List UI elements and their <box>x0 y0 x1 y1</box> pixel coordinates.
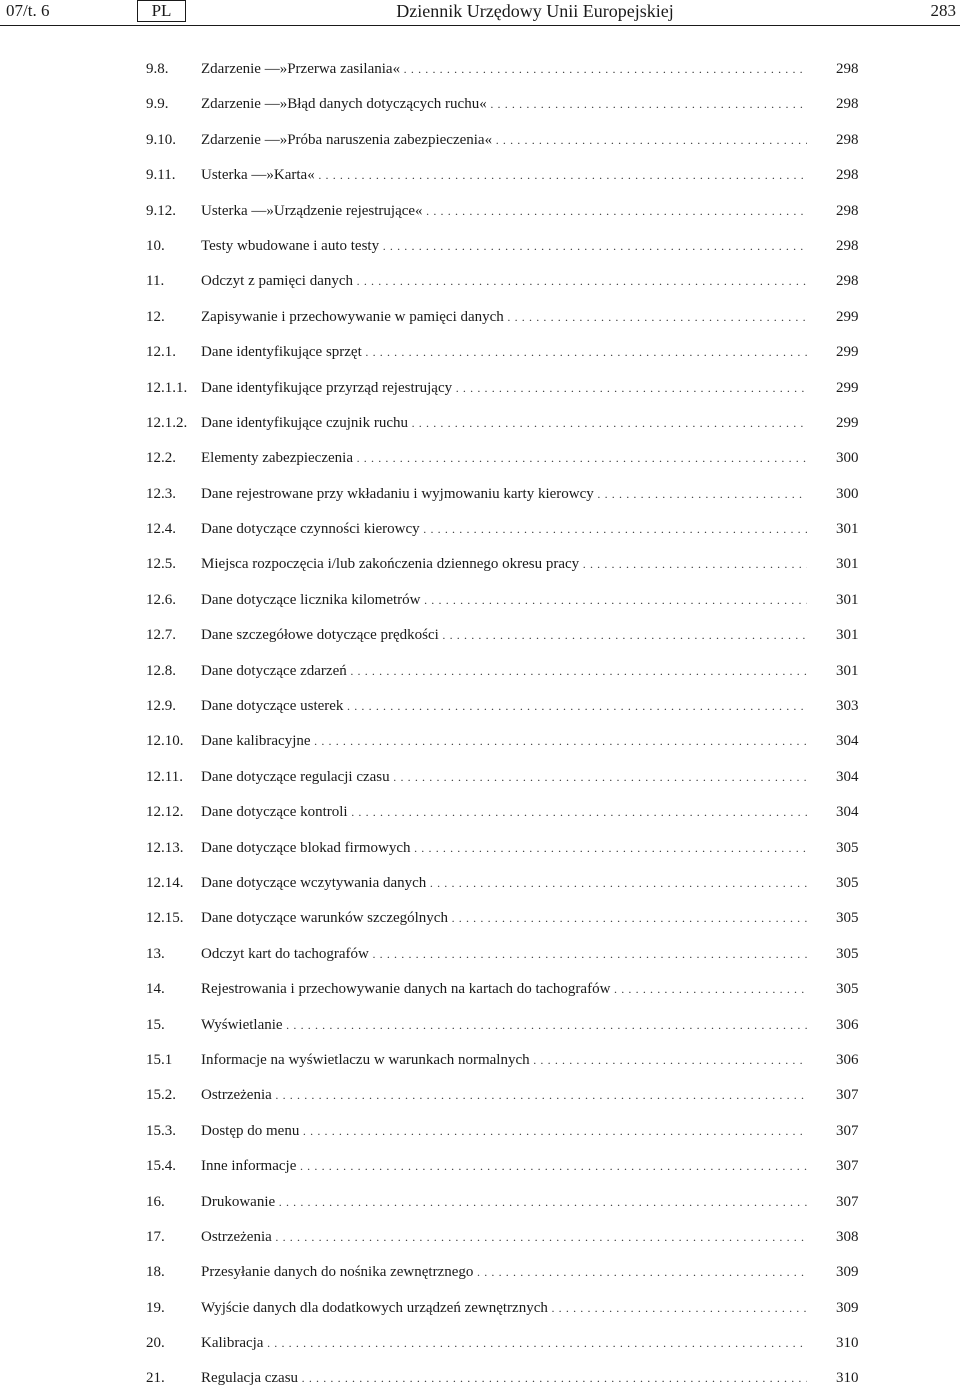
toc-entry-number: 13. <box>146 945 165 962</box>
toc-entry-title: Dane dotyczące licznika kilometrów . . . <box>201 583 807 618</box>
toc-entry <box>0 264 960 299</box>
toc-entry-page: 310 <box>836 1335 859 1352</box>
toc-entry-title: Zapisywanie i przechowywanie w pamięci danych . . . <box>201 300 807 335</box>
toc-entry-page: 305 <box>836 981 859 998</box>
toc-entry <box>0 547 960 582</box>
toc-entry-number: 16. <box>146 1193 165 1210</box>
toc-entry-page: 301 <box>836 521 859 538</box>
toc-entry-title: Dane dotyczące zdarzeń . . . <box>201 654 807 689</box>
toc-entry-title: Odczyt kart do tachografów . . . <box>201 937 807 972</box>
page-header <box>0 0 960 28</box>
toc-entry <box>0 760 960 795</box>
toc-entry <box>0 1291 960 1326</box>
toc-entry-page: 308 <box>836 1228 859 1245</box>
toc-entry <box>0 1114 960 1149</box>
toc-entry <box>0 1255 960 1290</box>
toc-entry <box>0 512 960 547</box>
toc-entry <box>0 937 960 972</box>
toc-entry-number: 12. <box>146 308 165 325</box>
language-badge: PL <box>137 0 186 22</box>
toc-entry-number: 9.12. <box>146 202 176 219</box>
toc-entry-page: 304 <box>836 804 859 821</box>
toc-entry-page: 300 <box>836 450 859 467</box>
toc-entry <box>0 123 960 158</box>
toc-entry <box>0 1149 960 1184</box>
toc-entry-title: Dane dotyczące usterek . . . <box>201 689 807 724</box>
journal-title: Dziennik Urzędowy Unii Europejskiej <box>396 1 674 21</box>
toc-entry-title: Zdarzenie —»Próba naruszenia zabezpieczenia« . . . <box>201 123 807 158</box>
toc-entry-page: 299 <box>836 414 859 431</box>
toc-entry-page: 301 <box>836 627 859 644</box>
toc-entry <box>0 654 960 689</box>
toc-entry-page: 305 <box>836 874 859 891</box>
toc-entry-title: Przesyłanie danych do nośnika zewnętrznego . . . <box>201 1255 807 1290</box>
toc-entry-title: Usterka —»Urządzenie rejestrujące« . . . <box>201 194 807 229</box>
toc-entry-page: 300 <box>836 485 859 502</box>
toc-entry-number: 15.4. <box>146 1158 176 1175</box>
toc-entry-title: Dane szczegółowe dotyczące prędkości . . . <box>201 618 807 653</box>
toc-entry-title: Dane dotyczące regulacji czasu . . . <box>201 760 807 795</box>
toc-entry-page: 303 <box>836 698 859 715</box>
toc-entry-page: 307 <box>836 1193 859 1210</box>
toc-entry-number: 12.7. <box>146 627 176 644</box>
toc-entry-page: 301 <box>836 591 859 608</box>
toc-entry-title: Dane dotyczące blokad firmowych . . . <box>201 831 807 866</box>
toc-entry-title: Wyświetlanie . . . <box>201 1008 807 1043</box>
toc-entry <box>0 689 960 724</box>
toc-entry-title: Inne informacje . . . <box>201 1149 807 1184</box>
toc-entry-title: Zdarzenie —»Przerwa zasilania« . . . <box>201 52 807 87</box>
toc-entry-page: 298 <box>836 96 859 113</box>
table-of-contents <box>0 52 960 1397</box>
toc-entry <box>0 831 960 866</box>
toc-entry-number: 18. <box>146 1264 165 1281</box>
toc-entry-number: 12.3. <box>146 485 176 502</box>
toc-entry-title: Dane kalibracyjne . . . <box>201 724 807 759</box>
toc-entry-title: Odczyt z pamięci danych . . . <box>201 264 807 299</box>
toc-entry <box>0 1185 960 1220</box>
toc-entry-page: 307 <box>836 1122 859 1139</box>
toc-entry-number: 9.11. <box>146 167 176 184</box>
toc-entry-number: 12.13. <box>146 839 184 856</box>
toc-entry-page: 309 <box>836 1299 859 1316</box>
toc-entry-title: Dane dotyczące kontroli . . . <box>201 795 807 830</box>
toc-entry-page: 310 <box>836 1370 859 1387</box>
toc-entry-page: 299 <box>836 308 859 325</box>
toc-entry-title: Rejestrowania i przechowywanie danych na kartach do tachografów . . . <box>201 972 807 1007</box>
toc-entry-page: 299 <box>836 344 859 361</box>
toc-entry-title: Dane identyfikujące przyrząd rejestrujący . . . <box>201 371 807 406</box>
page-number: 283 <box>930 1 956 20</box>
toc-entry-number: 17. <box>146 1228 165 1245</box>
toc-entry <box>0 194 960 229</box>
toc-entry <box>0 52 960 87</box>
toc-entry-number: 12.1. <box>146 344 176 361</box>
toc-entry-number: 20. <box>146 1335 165 1352</box>
toc-entry-number: 12.12. <box>146 804 184 821</box>
toc-entry-number: 11. <box>146 273 165 290</box>
toc-entry-number: 12.10. <box>146 733 184 750</box>
toc-entry-number: 12.1.1. <box>146 379 188 396</box>
toc-entry <box>0 1220 960 1255</box>
toc-entry-number: 12.6. <box>146 591 176 608</box>
header-divider <box>0 25 960 26</box>
toc-entry-title: Dane dotyczące wczytywania danych . . . <box>201 866 807 901</box>
toc-entry-number: 15.3. <box>146 1122 176 1139</box>
toc-entry <box>0 724 960 759</box>
toc-entry <box>0 1361 960 1396</box>
toc-entry-number: 12.2. <box>146 450 176 467</box>
toc-entry <box>0 866 960 901</box>
toc-entry-page: 299 <box>836 379 859 396</box>
toc-entry <box>0 901 960 936</box>
toc-entry-page: 307 <box>836 1087 859 1104</box>
toc-entry-title: Dane dotyczące czynności kierowcy . . . <box>201 512 807 547</box>
toc-entry-number: 15.2. <box>146 1087 176 1104</box>
toc-entry-number: 10. <box>146 237 165 254</box>
toc-entry-number: 12.14. <box>146 874 184 891</box>
toc-entry-title: Elementy zabezpieczenia . . . <box>201 441 807 476</box>
toc-entry-page: 306 <box>836 1016 859 1033</box>
toc-entry-title: Ostrzeżenia . . . <box>201 1078 807 1113</box>
toc-entry <box>0 618 960 653</box>
toc-entry-page: 304 <box>836 733 859 750</box>
toc-entry-title: Dostęp do menu . . . <box>201 1114 807 1149</box>
toc-entry-page: 298 <box>836 61 859 77</box>
toc-entry-page: 298 <box>836 237 859 254</box>
toc-entry-page: 301 <box>836 662 859 679</box>
toc-entry-number: 15. <box>146 1016 165 1033</box>
toc-entry <box>0 335 960 370</box>
toc-entry <box>0 229 960 264</box>
toc-entry-page: 305 <box>836 945 859 962</box>
toc-entry <box>0 583 960 618</box>
toc-entry-number: 15.1 <box>146 1051 173 1068</box>
toc-entry-title: Testy wbudowane i auto testy . . . <box>201 229 807 264</box>
toc-entry-page: 309 <box>836 1264 859 1281</box>
toc-entry-title: Dane identyfikujące sprzęt . . . <box>201 335 807 370</box>
toc-entry-title: Regulacja czasu . . . <box>201 1361 807 1396</box>
toc-entry <box>0 1078 960 1113</box>
toc-entry-number: 19. <box>146 1299 165 1316</box>
toc-entry-number: 12.8. <box>146 662 176 679</box>
toc-entry-page: 305 <box>836 910 859 927</box>
toc-entry <box>0 795 960 830</box>
toc-entry-title: Miejsca rozpoczęcia i/lub zakończenia dziennego okresu pracy . . . <box>201 547 807 582</box>
toc-entry-title: Informacje na wyświetlaczu w warunkach normalnych . . . <box>201 1043 807 1078</box>
toc-entry-number: 21. <box>146 1370 165 1387</box>
toc-entry <box>0 477 960 512</box>
toc-entry-number: 12.11. <box>146 768 183 785</box>
toc-entry-page: 298 <box>836 167 859 184</box>
toc-entry <box>0 158 960 193</box>
toc-entry <box>0 441 960 476</box>
toc-entry-number: 9.8. <box>146 61 169 77</box>
toc-entry-page: 307 <box>836 1158 859 1175</box>
toc-entry-page: 298 <box>836 202 859 219</box>
toc-entry <box>0 371 960 406</box>
toc-entry-page: 301 <box>836 556 859 573</box>
toc-entry <box>0 87 960 122</box>
toc-entry-page: 298 <box>836 131 859 148</box>
toc-entry <box>0 1043 960 1078</box>
toc-entry-title: Wyjście danych dla dodatkowych urządzeń zewnętrznych . . . <box>201 1291 807 1326</box>
toc-entry-title: Usterka —»Karta« . . . <box>201 158 807 193</box>
toc-entry-title: Zdarzenie —»Błąd danych dotyczących ruchu« . . . <box>201 87 807 122</box>
issue-number: 07/t. 6 <box>6 1 50 20</box>
toc-entry-page: 304 <box>836 768 859 785</box>
toc-entry-page: 298 <box>836 273 859 290</box>
toc-entry-page: 306 <box>836 1051 859 1068</box>
toc-entry-title: Drukowanie . . . <box>201 1185 807 1220</box>
toc-entry-title: Dane rejestrowane przy wkładaniu i wyjmowaniu karty kierowcy . . . <box>201 477 807 512</box>
toc-entry-title: Ostrzeżenia . . . <box>201 1220 807 1255</box>
toc-entry <box>0 1008 960 1043</box>
toc-entry-number: 12.1.2. <box>146 414 188 431</box>
toc-entry-number: 14. <box>146 981 165 998</box>
toc-entry-number: 9.9. <box>146 96 169 113</box>
toc-entry <box>0 300 960 335</box>
toc-entry-title: Dane dotyczące warunków szczególnych . . . <box>201 901 807 936</box>
toc-entry <box>0 406 960 441</box>
toc-entry-number: 12.4. <box>146 521 176 538</box>
toc-entry <box>0 972 960 1007</box>
toc-entry-page: 305 <box>836 839 859 856</box>
toc-entry-number: 12.15. <box>146 910 184 927</box>
toc-entry-number: 12.9. <box>146 698 176 715</box>
toc-entry-title: Kalibracja . . . <box>201 1326 807 1361</box>
toc-entry-number: 12.5. <box>146 556 176 573</box>
toc-entry-title: Dane identyfikujące czujnik ruchu . . . <box>201 406 807 441</box>
toc-entry <box>0 1326 960 1361</box>
toc-entry-number: 9.10. <box>146 131 176 148</box>
